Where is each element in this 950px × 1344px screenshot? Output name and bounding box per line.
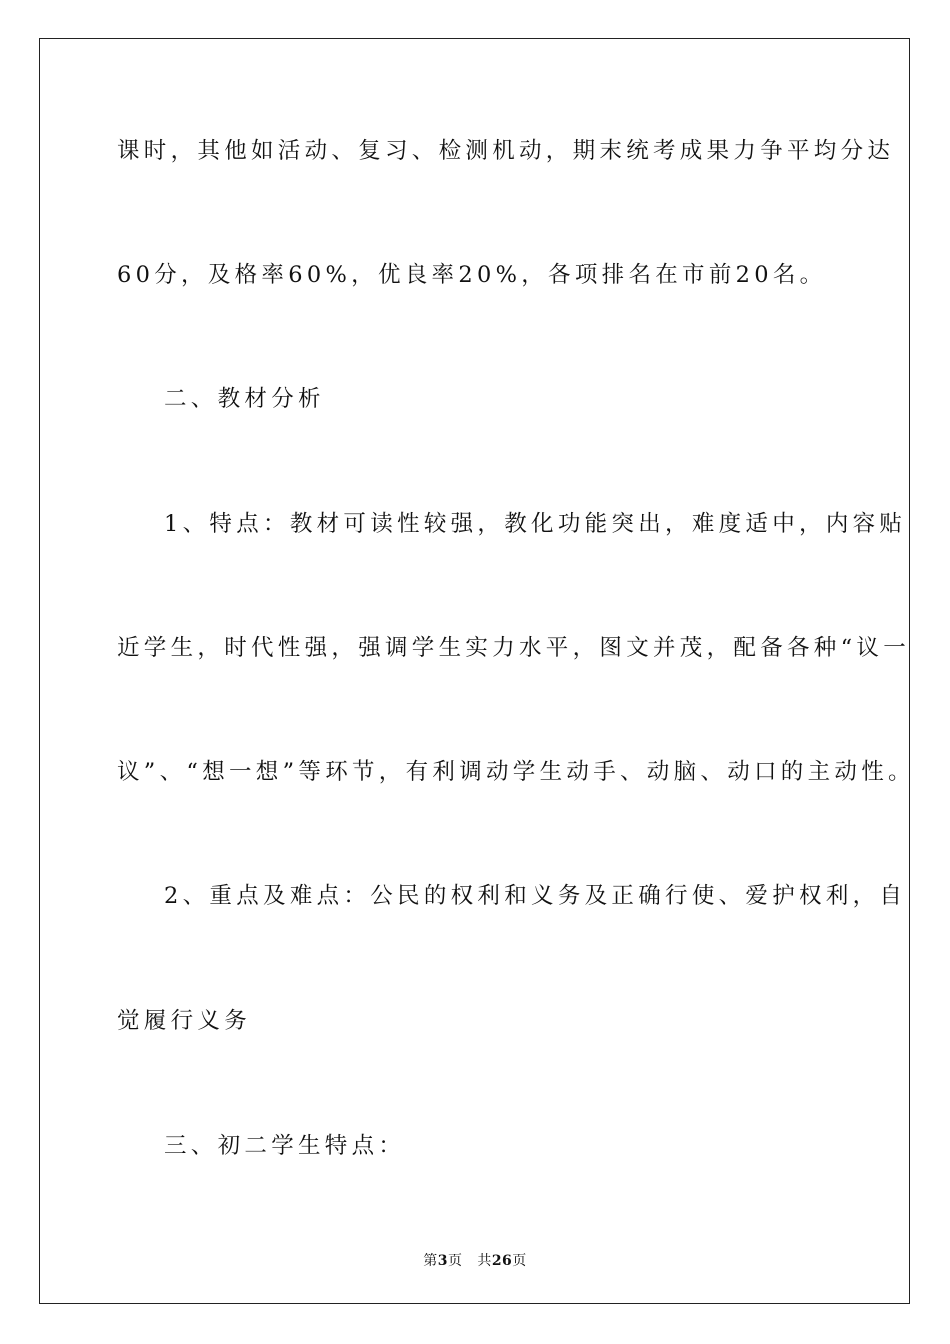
body-line-3: 1、特点：教材可读性较强，教化功能突出，难度适中，内容贴 <box>164 511 907 537</box>
body-line-1: 课时，其他如活动、复习、检测机动，期末统考成果力争平均分达 <box>117 138 895 164</box>
body-line-6: 2、重点及难点：公民的权利和义务及正确行使、爱护权利，自 <box>164 883 907 909</box>
body-line-4: 近学生，时代性强，强调学生实力水平，图文并茂，配备各种“议一 <box>117 635 911 661</box>
page-footer <box>0 1250 950 1270</box>
footer-page-prefix: 第 <box>423 1253 438 1269</box>
footer-page-number: 3 <box>437 1253 448 1269</box>
body-line-5: 议”、“想一想”等环节，有利调动学生动手、动脑、动口的主动性。 <box>117 759 915 785</box>
body-line-7: 觉履行义务 <box>117 1008 252 1034</box>
page-frame <box>39 38 915 1304</box>
footer-total-suffix: 页 <box>512 1253 527 1269</box>
section-heading-2: 二、教材分析 <box>164 386 325 412</box>
footer-total-prefix: 共 <box>477 1253 492 1269</box>
footer-total-pages: 26 <box>491 1253 513 1269</box>
footer-page-suffix: 页 <box>447 1253 463 1269</box>
body-line-2: 60分，及格率60%，优良率20%，各项排名在市前20名。 <box>117 262 827 288</box>
section-heading-3: 三、初二学生特点： <box>164 1133 406 1159</box>
